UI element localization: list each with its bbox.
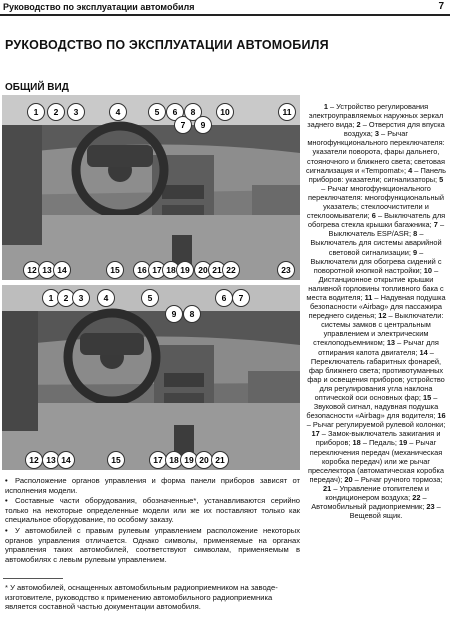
legend-entry: 11 – Надувная подушка безопасности «Airbag» для пассажира переднего сиденья; [308,292,446,321]
callout-20: 20 [194,261,212,279]
legend-entry: 16 – Рычаг регулируемой рулевой колонки; [306,411,446,430]
callout-18: 18 [162,261,180,279]
callout-11: 11 [278,103,296,121]
running-header [0,0,450,16]
callout-21: 21 [211,451,229,469]
callout-3: 3 [72,289,90,307]
bullet-icon: • [5,476,8,485]
legend-entry: 1 – Устройство регулирования электроуправляемых наружных зеркал заднего вида; [307,102,444,130]
footnote: * У автомобилей, оснащенных автомобильным радиоприемником на заводе-изготовителе, руководство к применению автомобильного радиоприемника является составной частью документации автомобиля. [5,583,278,612]
dashboard-illustration-2 [2,285,300,470]
note-item: • Составные части оборудования, обозначенные*, устанавливаются серийно только на некоторые определенные модели или же их поставляют только как специальное оборудование, по особому заказу. [5,496,300,525]
callout-legend [306,102,446,520]
notes [5,476,300,565]
legend-entry: 8 – Выключатель для системы аварийной световой сигнализации; [310,229,442,257]
legend-entry: 21 – Управление отопителем и кондиционером воздуха; [323,483,429,503]
callout-17: 17 [148,261,166,279]
legend-entry: 4 – Панель приборов: указатели; сигнализаторы; [308,165,446,184]
footnote-divider [3,578,63,579]
dashboard-photo-1 [2,95,300,280]
callout-13: 13 [38,261,56,279]
bullet-icon: • [5,525,8,535]
legend-entry: 22 – Автомобильный радиоприемник; [311,493,427,512]
running-header-title: Руководство по эксплуатации автомобиля [3,2,195,12]
callout-9: 9 [165,305,183,323]
callout-19: 19 [180,451,198,469]
note-item: • У автомобилей с правым рулевым управлением расположение некоторых органов управления отличается. Однако символы, применяемые на органах управления таких автомобилей, соответствуют символам, применяемым в автомобилях с левым рулевым управлением. [5,525,300,564]
legend-entry: 19 – Рычаг переключения передач (механическая коробка передач) или же рычаг преселектора (автоматическая коробка передач); [307,438,445,484]
callout-18: 18 [165,451,183,469]
callout-5: 5 [148,103,166,121]
callout-16: 16 [133,261,151,279]
legend-entry: 13 – Рычаг для отпирания капота двигателя; [318,338,439,357]
legend-entry: 14 – Переключатель габаритных фонарей, фар ближнего света; противотуманных фар и освещения приборов; устройство для регулирования угла наклона оптической оси основных фар; [307,347,445,402]
legend-entry: 10 – Дистанционное открытие крышки наливной горловины топливного бака с места водителя; [306,265,444,302]
callout-19: 19 [176,261,194,279]
callout-10: 10 [216,103,234,121]
callout-2: 2 [57,289,75,307]
callout-15: 15 [107,451,125,469]
callout-9: 9 [194,116,212,134]
legend-entry: 6 – Выключатель для обогрева стекла крышки багажника; [307,211,446,230]
callout-17: 17 [149,451,167,469]
callout-4: 4 [109,103,127,121]
callout-4: 4 [97,289,115,307]
callout-1: 1 [27,103,45,121]
callout-22: 22 [222,261,240,279]
callout-13: 13 [42,451,60,469]
callout-20: 20 [195,451,213,469]
callout-15: 15 [106,261,124,279]
callout-14: 14 [57,451,75,469]
callout-21: 21 [208,261,226,279]
legend-entry: 18 – Педаль; [352,438,399,448]
legend-entry: 23 – Вещевой ящик. [349,502,441,521]
legend-entry: 12 – Выключатели: системы замков с центральным управлением и электрическим стеклоподъемником; [313,311,444,348]
legend-entry: 5 – Рычаг многофункционального переключателя: многофункциональный указатель; стеклоочистители и стеклоомыватели; [306,174,444,221]
legend-entry: 2 – Отверстия для впуска воздуха; [343,120,445,139]
callout-8: 8 [184,103,202,121]
callout-12: 12 [25,451,43,469]
callout-2: 2 [47,103,65,121]
legend-entry: 15 – Звуковой сигнал, надувная подушка безопасности «Airbag» для водителя; [306,393,439,421]
callout-8: 8 [183,305,201,323]
callout-1: 1 [42,289,60,307]
section-heading: ОБЩИЙ ВИД [5,82,69,93]
bullet-icon: • [5,496,8,506]
callout-12: 12 [23,261,41,279]
dashboard-illustration-1 [2,95,300,280]
page-title: РУКОВОДСТВО ПО ЭКСПЛУАТАЦИИ АВТОМОБИЛЯ [5,38,329,52]
legend-entry: 7 – Выключатель ESP/ASR; [328,220,445,239]
page-number: 7 [438,1,444,12]
legend-entry: 17 – Замок-выключатель зажигания и приборов; [311,429,441,448]
callout-7: 7 [232,289,250,307]
legend-entry: 3 – Рычаг многофункционального переключателя: указатели поворота, фары дальнего, стояночного и ближнего света; световая сигнализация и «Tempomat»; [306,129,445,175]
callout-5: 5 [141,289,159,307]
callout-6: 6 [166,103,184,121]
callout-7: 7 [174,116,192,134]
callout-14: 14 [53,261,71,279]
legend-entry: 20 – Рычаг ручного тормоза; [344,474,443,484]
note-item: • Расположение органов управления и форма панели приборов зависят от исполнения модели. [5,476,300,495]
callout-3: 3 [67,103,85,121]
legend-entry: 9 – Выключатели для обогрева сидений с поворотной кнопкой настройки; [310,247,442,275]
callout-6: 6 [215,289,233,307]
dashboard-photo-2 [2,285,300,470]
callout-23: 23 [277,261,295,279]
